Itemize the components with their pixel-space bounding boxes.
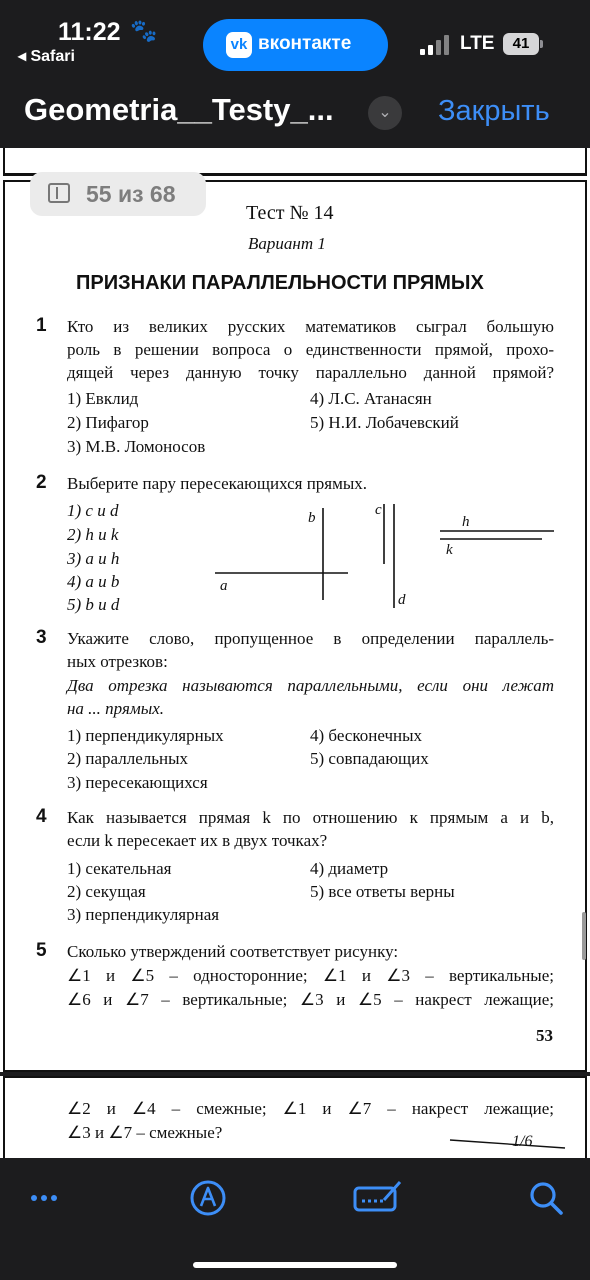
question-number: 5 <box>36 940 47 961</box>
signal-strength-icon <box>420 35 452 55</box>
markup-icon[interactable] <box>186 1176 230 1220</box>
question-text-line: Сколько утверждений соответствует рисунку: <box>67 942 399 961</box>
next-page-text-line: ∠2 и ∠4 – смежные; ∠1 и ∠7 – накрест лежащие; <box>67 1099 554 1118</box>
page-indicator-label: 55 из 68 <box>86 181 176 207</box>
label-a: a <box>220 578 228 594</box>
paw-icon: 🐾 <box>130 18 158 43</box>
definition-line: Два отрезка называются параллельными, если они лежат <box>67 676 554 695</box>
answer-option: 2) Пифагор <box>67 413 149 432</box>
label-h: h <box>462 514 470 530</box>
status-time: 11:22 <box>58 18 121 46</box>
answer-option: 3) a и h <box>67 549 120 568</box>
chevron-down-icon[interactable]: ⌄ <box>368 96 402 130</box>
next-page-text-line: ∠3 и ∠7 – смежные? <box>67 1123 223 1142</box>
search-icon[interactable] <box>524 1176 568 1220</box>
label-d: d <box>398 592 406 608</box>
label-c: c <box>375 502 382 518</box>
battery-icon: 41 <box>503 33 539 55</box>
close-button[interactable]: Закрыть <box>438 95 550 127</box>
question-text-line: Выберите пару пересекающихся прямых. <box>67 474 368 493</box>
answer-option: 5) совпадающих <box>310 749 429 768</box>
answer-option: 1) секательная <box>67 859 172 878</box>
answer-option: 5) все ответы верны <box>310 882 455 901</box>
scrollbar[interactable] <box>582 912 586 960</box>
vk-logo-icon: vk <box>226 32 252 58</box>
battery-tip <box>540 40 543 48</box>
question-text-line: Кто из великих русских математиков сыграл большую <box>67 317 554 336</box>
sidebar-icon <box>48 183 70 203</box>
document-title[interactable]: Geometria__Testy_... <box>24 92 334 127</box>
answer-option: 5) Н.И. Лобачевский <box>310 413 459 432</box>
document-page <box>0 176 590 1072</box>
question-text-line: Как называется прямая k по отношению к прямым a и b, <box>67 808 554 827</box>
answer-option: 4) бесконечных <box>310 726 423 745</box>
edit-icon[interactable] <box>352 1176 396 1220</box>
answer-option: 4) Л.С. Атанасян <box>310 389 432 408</box>
figure-label: 1/6 <box>512 1133 533 1150</box>
question-number: 2 <box>36 472 47 493</box>
answer-option: 1) перпендикулярных <box>67 726 224 745</box>
vk-app-label: вконтакте <box>258 33 352 54</box>
more-icon[interactable] <box>22 1176 66 1220</box>
network-type: LTE <box>460 33 495 54</box>
label-b: b <box>308 510 316 526</box>
answer-option: 2) параллельных <box>67 749 189 768</box>
angle-figure-fragment <box>440 1126 570 1158</box>
home-indicator[interactable] <box>193 1262 397 1268</box>
question-text-line: ных отрезков: <box>67 652 168 671</box>
label-k: k <box>446 542 453 558</box>
definition-line: на ... прямых. <box>67 699 165 718</box>
answer-option: 1) c и d <box>67 501 119 520</box>
question-text-line: если k пересекает их в двух точках? <box>67 831 328 850</box>
answer-option: 4) диаметр <box>310 859 389 878</box>
lines-figure <box>200 498 570 616</box>
question-text-line: ∠6 и ∠7 – вертикальные; ∠3 и ∠5 – накрест лежащие; <box>67 990 554 1009</box>
answer-option: 2) секущая <box>67 882 146 901</box>
test-title: Тест № 14 <box>246 202 334 224</box>
page-number: 53 <box>536 1026 553 1045</box>
answer-option: 2) h и k <box>67 525 119 544</box>
answer-option: 1) Евклид <box>67 389 139 408</box>
question-number: 4 <box>36 806 47 827</box>
question-text-line: ∠1 и ∠5 – односторонние; ∠1 и ∠3 – вертикальные; <box>67 966 554 985</box>
variant-label: Вариант 1 <box>248 234 326 253</box>
question-text-line: роль в решении вопроса о единственности прямой, прохо- <box>67 340 554 359</box>
back-to-safari-link[interactable]: ◂ Safari <box>18 48 75 65</box>
question-number: 3 <box>36 627 47 648</box>
answer-option: 3) М.В. Ломоносов <box>67 437 206 456</box>
figure-line <box>450 1140 565 1148</box>
section-heading: ПРИЗНАКИ ПАРАЛЛЕЛЬНОСТИ ПРЯМЫХ <box>76 272 484 294</box>
answer-option: 5) b и d <box>67 595 120 614</box>
question-number: 1 <box>36 315 47 336</box>
answer-option: 4) a и b <box>67 572 120 591</box>
answer-option: 3) перпендикулярная <box>67 905 220 924</box>
question-text-line: Укажите слово, пропущенное в определении параллель- <box>67 629 554 648</box>
answer-option: 3) пересекающихся <box>67 773 208 792</box>
question-text-line: дящей через данную точку параллельно данной прямой? <box>67 363 554 382</box>
